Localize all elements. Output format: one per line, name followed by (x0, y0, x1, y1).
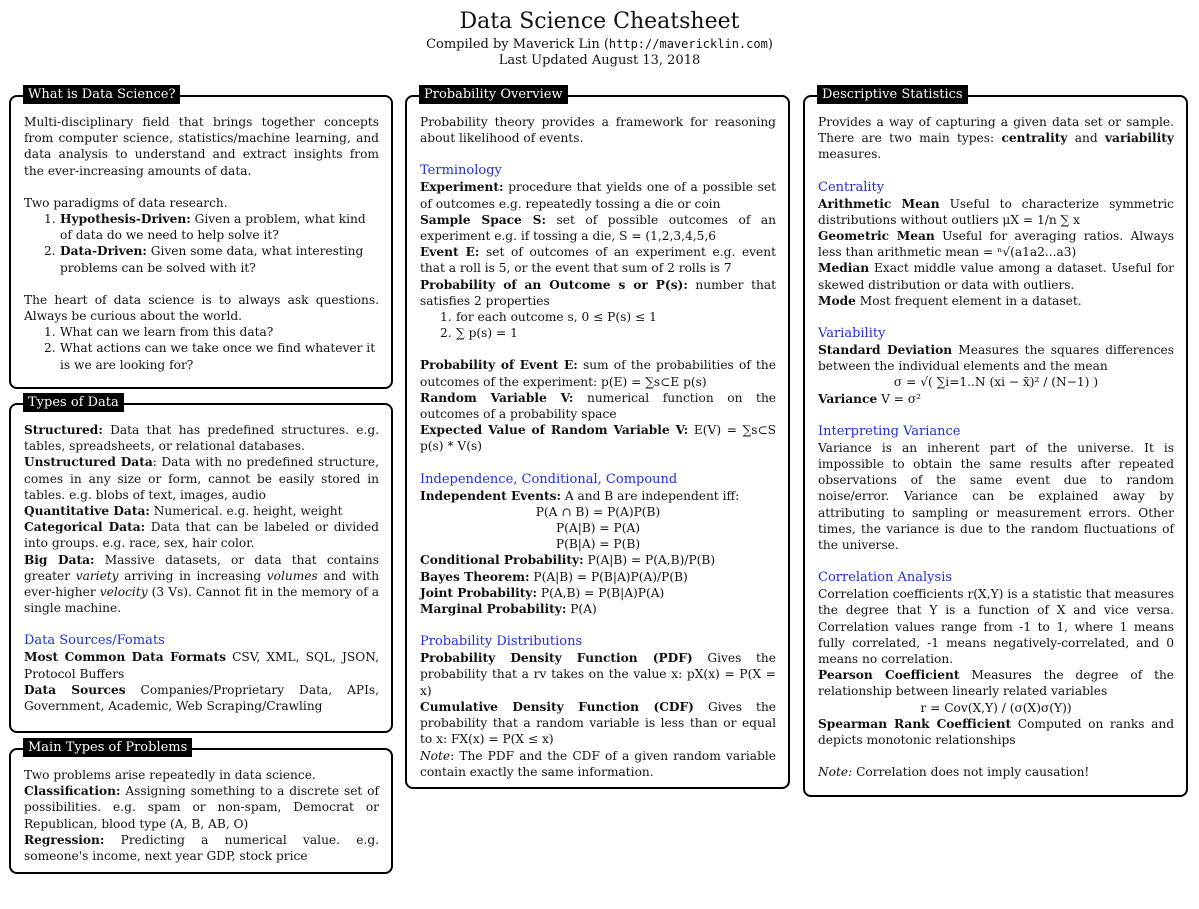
term-text: E(V) = ∑s⊂S p(s) * V(s) (420, 423, 777, 454)
list-item (44, 324, 379, 340)
item-text: What can we learn from this data? (60, 325, 274, 340)
term-label: Conditional Probability: (420, 553, 584, 568)
term-label: Bayes Theorem: (420, 569, 530, 584)
intro-text: measures. (818, 147, 882, 162)
list-number: 2. (44, 341, 56, 356)
term-text: numerical function on the outcomes of a probability space (420, 390, 777, 422)
item-label: Hypothesis-Driven: (60, 212, 191, 227)
term-label: Marginal Probability: (420, 602, 567, 617)
term-text: Massive datasets, or data that contains greater (24, 552, 380, 583)
joint-def (420, 585, 776, 601)
term-text: Most frequent element in a dataset. (859, 293, 1082, 308)
expected-value-def (420, 422, 776, 454)
term-text: Data that can be labeled or divided into groups. e.g. race, sex, hair color. (24, 520, 379, 551)
descriptive-statistics-box (803, 87, 1188, 797)
list-number: 1. (440, 310, 452, 325)
probability-intro: Probability theory provides a framework for reasoning about likelihood of events. (420, 115, 776, 146)
median-def (818, 260, 1174, 292)
term-label: Sample Space S: (420, 212, 546, 227)
pearson-def (818, 667, 1174, 699)
paradigm-list (24, 211, 379, 276)
term-emphasis: variety (75, 568, 119, 583)
term-label: Geometric Mean (818, 229, 935, 244)
bayes-def (420, 569, 776, 585)
heart-text: The heart of data science is to always ask questions. Always be curious about the world. (24, 292, 379, 324)
term-label: Regression: (24, 832, 105, 847)
section-heading: Probability Distributions (420, 634, 583, 650)
term-text: and with ever-higher (24, 568, 380, 600)
term-text: P(A|B) = P(A,B)/P(B) (587, 553, 716, 568)
term-label: Joint Probability: (420, 585, 538, 600)
marginal-def (420, 601, 776, 617)
cdf-def (420, 699, 776, 748)
conditional-def (420, 552, 776, 568)
list-item (440, 325, 776, 341)
term-label: Classification: (24, 784, 121, 799)
event-def (420, 244, 776, 276)
categorical-def (24, 519, 379, 551)
term-text: V = σ² (881, 391, 922, 406)
term-text: P(A|B) = P(B|A)P(A)/P(B) (533, 569, 688, 584)
list-number: 1. (44, 325, 56, 340)
term-text: Exact middle value among a dataset. Useful for skewed distribution or data with outliers. (818, 261, 1175, 292)
mode-def (818, 293, 1174, 309)
item-text: ∑ p(s) = 1 (456, 326, 518, 341)
term-text: P(A) (570, 602, 597, 617)
term-text: Computed on ranks and depicts monotonic relationships (818, 716, 1175, 748)
spearman-def (818, 716, 1174, 748)
independent-events-def (420, 488, 776, 504)
term-label: Probability of Event E: (420, 358, 578, 373)
compiled-suffix: ) (767, 37, 773, 52)
random-variable-def (420, 390, 776, 422)
term-label: Expected Value of Random Variable V: (420, 423, 689, 438)
std-dev-formula: σ = √( ∑i=1..N (xi − x̄)² / (N−1) ) (893, 375, 1099, 390)
list-item (44, 211, 379, 243)
list-number: 2. (44, 244, 56, 259)
term-label: Median (818, 261, 870, 276)
quantitative-def (24, 503, 379, 519)
term-text: set of outcomes of an experiment e.g. event that a roll is 5, or the event that sum of 2 rolls is 7 (420, 245, 776, 276)
structured-def (24, 422, 379, 454)
term-text: number that satisfies 2 properties (420, 277, 776, 308)
intro-text: Multi-disciplinary field that brings together concepts from computer science, statistics/machine learning, and data analysis to understand and extract insights from the ever-increasing amounts of data. (24, 115, 379, 178)
pdf-cdf-note (420, 748, 776, 780)
term-text: Predicting a numerical value. e.g. someone's income, next year GDP, stock price (24, 832, 379, 864)
section-heading: Independence, Conditional, Compound (420, 471, 678, 487)
list-item (440, 309, 776, 325)
last-updated: Last Updated August 13, 2018 (498, 53, 701, 68)
list-item (44, 243, 379, 275)
types-of-data-box (9, 395, 393, 733)
term-label: Unstructured Data (24, 455, 153, 470)
term-label: Random Variable V: (420, 390, 574, 405)
term-text: Gives the probability that a random variable is less than or equal to x: FX(x) = P(X ≤ x) (420, 699, 777, 747)
equation: P(A|B) = P(A) (555, 521, 641, 536)
term-label: Categorical Data: (24, 520, 146, 535)
term-text: A and B are independent iff: (564, 488, 740, 503)
section-heading: Centrality (818, 179, 885, 195)
note-label: Note: (818, 765, 853, 780)
note-label: Note (420, 748, 451, 763)
term-text: Data that has predefined structures. e.g. tables, spreadsheets, or relational databases. (24, 423, 380, 454)
section-heading: Correlation Analysis (818, 570, 953, 586)
descriptive-intro (818, 114, 1174, 163)
section-heading: Variability (818, 326, 886, 342)
term-emphasis: velocity (99, 585, 148, 600)
term-label: Most Common Data Formats (24, 650, 226, 665)
intro-text: Provides a way of capturing a given data set or sample. There are two main types: (818, 115, 1174, 146)
unstructured-def (24, 454, 379, 503)
sources-def (24, 682, 379, 714)
term-text: Assigning something to a discrete set of possibilities. e.g. spam or non-spam, Democrat or Republican, blood type (A, B, AB, O) (24, 784, 380, 831)
term-text: Measures the squares differences between the individual elements and the mean (818, 343, 1174, 374)
term-text: Companies/Proprietary Data, APIs, Government, Academic, Web Scraping/Crawling (24, 682, 380, 714)
term-text: Numerical. e.g. height, weight (153, 504, 343, 519)
term-text: procedure that yields one of a possible set of outcomes e.g. repeatedly tossing a die or coin (420, 180, 776, 211)
correlation-text: Correlation coefficients r(X,Y) is a statistic that measures the degree that Y is a function of X and vice versa. Correlation values range from -1 to 1, where 1 means fully correlated, -1 means negatively-correlated, and 0 means no correlation. (818, 587, 1174, 667)
section-heading: Data Sources/Fomats (24, 633, 165, 649)
item-text: Given some data, what interesting problems can be solved with it? (60, 244, 364, 275)
intro-text: and (1074, 131, 1098, 146)
term-label: Arithmetic Mean (818, 196, 940, 211)
equation: P(A ∩ B) = P(A)P(B) (535, 504, 661, 519)
pearson-formula: r = Cov(X,Y) / (σ(X)σ(Y)) (920, 700, 1072, 715)
probability-overview-box (405, 87, 790, 789)
author-url[interactable]: http://mavericklin.com (608, 37, 768, 51)
page-header (0, 8, 1199, 69)
formats-def (24, 649, 379, 681)
prob-event-def (420, 357, 776, 389)
box-title: Types of Data (23, 393, 124, 412)
list-number: 2. (440, 326, 452, 341)
item-text: for each outcome s, 0 ≤ P(s) ≤ 1 (456, 310, 657, 325)
term-label: Variance (818, 391, 878, 406)
box-title: Probability Overview (419, 85, 568, 104)
big-data-def (24, 552, 379, 617)
term-label: Spearman Rank Coefficient (818, 716, 1012, 731)
list-number: 1. (44, 212, 56, 227)
term-label: Probability of an Outcome s or P(s): (420, 277, 688, 292)
compiled-by (0, 36, 1199, 53)
page-title: Data Science Cheatsheet (459, 9, 740, 34)
term-label: Pearson Coefficient (818, 668, 960, 683)
note-text: Correlation does not imply causation! (856, 765, 1090, 780)
what-is-data-science-box (9, 87, 393, 389)
term-text: Measures the degree of the relationship between linearly related variables (818, 668, 1175, 699)
main-problems-box (9, 740, 393, 874)
emphasis: variability (1104, 131, 1175, 146)
independence-equations (420, 504, 776, 553)
item-text: What actions can we take once we find whatever it is we are looking for? (60, 341, 376, 372)
term-label: Mode (818, 293, 856, 308)
problems-intro: Two problems arise repeatedly in data science. (24, 768, 316, 782)
term-emphasis: volumes (266, 568, 318, 583)
note-text: : The PDF and the CDF of a given random variable contain exactly the same information. (420, 748, 776, 779)
term-text: : Data with no predefined structure, comes in any size or form, cannot be easily stored in tables. e.g. blobs of text, images, audio (24, 455, 380, 502)
term-text: Useful to characterize symmetric distributions without outliers μX = 1/n ∑ x (818, 196, 1175, 227)
term-text: arriving in increasing (124, 568, 262, 583)
std-dev-def (818, 342, 1174, 374)
section-heading: Terminology (420, 163, 502, 179)
paradigms-intro: Two paradigms of data research. (24, 195, 228, 210)
causation-note (818, 764, 1174, 780)
item-text: Given a problem, what kind of data do we need to help solve it? (60, 212, 366, 243)
term-label: Cumulative Density Function (CDF) (420, 699, 694, 714)
term-text: P(A,B) = P(B|A)P(A) (540, 585, 665, 600)
outcome-properties-list (420, 309, 776, 341)
variance-def (818, 391, 1174, 407)
term-label: Experiment: (420, 180, 504, 195)
term-label: Probability Density Function (PDF) (420, 651, 693, 666)
classification-def (24, 783, 379, 832)
compiled-prefix: Compiled by Maverick Lin ( (426, 37, 609, 52)
term-label: Big Data: (24, 552, 95, 567)
arithmetic-mean-def (818, 196, 1174, 228)
list-item (44, 340, 379, 372)
equation: P(B|A) = P(B) (555, 537, 641, 552)
emphasis: centrality (1001, 131, 1068, 146)
term-text: (3 Vs). Cannot fit in the memory of a single machine. (24, 585, 380, 616)
box-title: Main Types of Problems (23, 738, 192, 757)
term-label: Data Sources (24, 682, 126, 697)
term-label: Standard Deviation (818, 343, 953, 358)
term-label: Quantitative Data: (24, 504, 150, 519)
term-text: Useful for averaging ratios. Always less than arithmetic mean = ⁿ√(a1a2...a3) (818, 229, 1174, 260)
pdf-def (420, 650, 776, 699)
term-text: set of possible outcomes of an experiment e.g. if tossing a die, S = (1,2,3,4,5,6 (420, 212, 777, 244)
item-label: Data-Driven: (60, 244, 147, 259)
geometric-mean-def (818, 228, 1174, 260)
experiment-def (420, 179, 776, 211)
box-title: What is Data Science? (23, 85, 180, 104)
term-text: CSV, XML, SQL, JSON, Protocol Buffers (24, 650, 379, 681)
sample-space-def (420, 212, 776, 244)
questions-list (24, 324, 379, 373)
section-heading: Interpreting Variance (818, 423, 961, 439)
term-text: Gives the probability that a rv takes on the value x: pX(x) = P(X = x) (420, 651, 776, 698)
interpreting-variance-text: Variance is an inherent part of the universe. It is impossible to obtain the same results after repeated observations of the same event due to random noise/error. Variance can be explained away by attributing to sampling or measurement errors. Other times, the variance is due to the random fluctuations of the universe. (818, 440, 1174, 553)
regression-def (24, 832, 379, 864)
term-label: Independent Events: (420, 488, 561, 503)
term-label: Event E: (420, 245, 480, 260)
term-label: Structured: (24, 423, 103, 437)
term-text: sum of the probabilities of the outcomes of the experiment: p(E) = ∑s⊂E p(s) (420, 358, 776, 389)
outcome-def (420, 277, 776, 309)
box-title: Descriptive Statistics (817, 85, 968, 104)
